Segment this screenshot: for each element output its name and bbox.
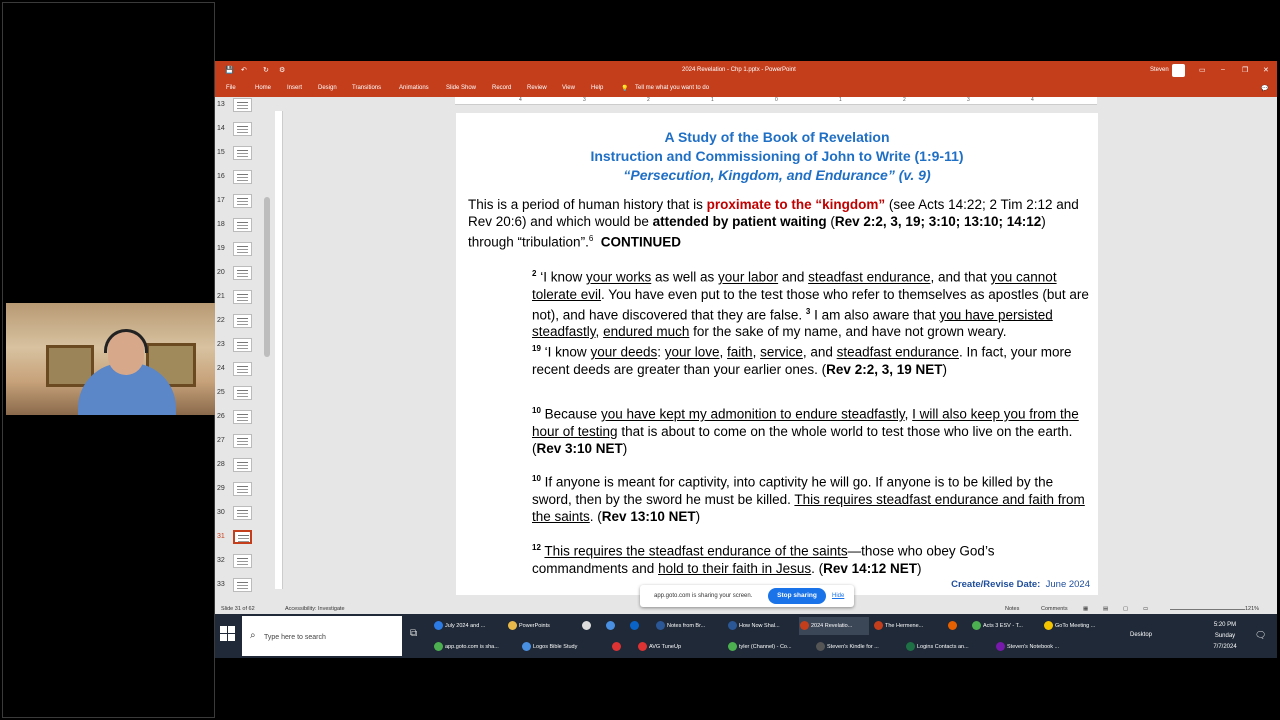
- outlook-icon-dot: [630, 621, 639, 630]
- thumbnail-number: 21: [217, 293, 225, 300]
- thumbnail-image[interactable]: [233, 386, 252, 400]
- ruler-label: 2: [647, 97, 650, 103]
- tab-view[interactable]: View: [562, 85, 575, 91]
- lightbulb-icon: 💡: [621, 86, 629, 92]
- thumbnail-image[interactable]: [233, 266, 252, 280]
- thumbnail-image[interactable]: [233, 314, 252, 328]
- screen-share-bar: [640, 585, 854, 607]
- horizontal-ruler: [455, 97, 1097, 105]
- taskbar-search[interactable]: [242, 616, 402, 656]
- system-clock[interactable]: [1195, 620, 1255, 653]
- thumbnail-number: 33: [217, 581, 225, 588]
- underlined-text: your deeds: [590, 344, 658, 360]
- text: —those who obey God’s commandments and: [532, 543, 995, 576]
- taskbar-app[interactable]: [727, 617, 793, 635]
- verse-rev-2[interactable]: [532, 265, 1092, 378]
- window-title: 2024 Revelation - Chp 1.pptx - PowerPoint: [682, 67, 796, 73]
- verse-number: 3: [805, 306, 811, 316]
- sorter-view-icon[interactable]: ▤: [1103, 606, 1109, 612]
- app-label: GoTo Meeting ...: [1055, 623, 1096, 629]
- verse-rev-13-10[interactable]: [532, 470, 1092, 525]
- taskbar-app[interactable]: [521, 638, 595, 656]
- reading-view-icon[interactable]: ▢: [1123, 606, 1129, 612]
- tab-help[interactable]: Help: [591, 85, 604, 91]
- thumbnail-image[interactable]: [233, 122, 252, 136]
- continued-label: CONTINUED: [600, 234, 682, 250]
- underlined-text: steadfast endurance: [808, 269, 931, 285]
- intro-paragraph[interactable]: [468, 196, 1088, 251]
- text: I am also aware that: [810, 307, 940, 322]
- thumbnail-number: 27: [217, 437, 225, 444]
- footer-label: Create/Revise Date:: [951, 579, 1041, 590]
- thumbnail-image[interactable]: [233, 410, 252, 424]
- taskbar-app[interactable]: [637, 638, 709, 656]
- slideshow-view-icon[interactable]: ▭: [1143, 606, 1149, 612]
- word-icon: [728, 621, 737, 630]
- taskbar-app[interactable]: [655, 617, 721, 635]
- comments-button[interactable]: Comments: [1041, 606, 1068, 612]
- goto-icon: [1044, 621, 1053, 630]
- bold-refs: Rev 2:2, 3, 19; 3:10; 13:10; 14:12: [834, 214, 1042, 229]
- ruler-label: 4: [1031, 97, 1034, 103]
- tell-me-search[interactable]: Tell me what you want to do: [635, 85, 710, 91]
- slide-editing-area: [285, 105, 1267, 595]
- avatar[interactable]: [1172, 64, 1185, 77]
- ruler-label: 2: [903, 97, 906, 103]
- text: :: [657, 344, 665, 360]
- thumbnail-number: 26: [217, 413, 225, 420]
- onenote-icon: [996, 642, 1005, 651]
- app-label: app.goto.com is sha...: [445, 644, 499, 650]
- slide-title[interactable]: A Study of the Book of Revelation: [664, 129, 890, 145]
- text: . You have even put to the test those who refer to themselves as apostles (but are not), and have discovered that they are false.: [532, 286, 1089, 322]
- underlined-text: your love: [664, 344, 720, 360]
- webcam-panel: [2, 2, 215, 718]
- taskbar-app[interactable]: [905, 638, 987, 656]
- thumbnail-number: 19: [217, 245, 225, 252]
- text: ,: [752, 344, 761, 360]
- ruler-label: 0: [775, 97, 778, 103]
- thumbnail-image[interactable]: [233, 458, 252, 472]
- firefox-icon-dot: [948, 621, 957, 630]
- taskbar: [215, 614, 1277, 658]
- thumbnail-number: 13: [217, 101, 225, 108]
- text: and: [778, 269, 809, 285]
- notes-button[interactable]: Notes: [1005, 606, 1020, 612]
- reference: Rev 3:10 NET: [536, 440, 623, 456]
- text: ‘I know: [540, 269, 586, 285]
- underlined-text: your labor: [718, 269, 779, 285]
- maximize-icon[interactable]: ❐: [1242, 67, 1249, 74]
- tab-slide-show[interactable]: Slide Show: [446, 85, 477, 91]
- verse-number: 19: [532, 344, 541, 353]
- text: ,: [904, 406, 913, 422]
- tab-file[interactable]: File: [226, 85, 236, 91]
- verse-number: 10: [532, 474, 541, 483]
- share-message: app.goto.com is sharing your screen.: [654, 593, 753, 599]
- thumbnail-number: 29: [217, 485, 225, 492]
- tab-insert[interactable]: Insert: [287, 85, 303, 91]
- underlined-text: your works: [586, 269, 652, 285]
- reference: Rev 2:2, 3, 19 NET: [826, 361, 943, 377]
- underlined-text: service: [760, 344, 803, 360]
- tab-design[interactable]: Design: [318, 85, 337, 91]
- text: that is about to come on the whole world to test those who live on the earth. (: [532, 423, 1073, 456]
- thumbnail-image[interactable]: [233, 194, 252, 208]
- thumbnail-image[interactable]: [233, 290, 252, 304]
- notification-icon[interactable]: 🗨: [1255, 630, 1267, 640]
- text: as well as: [651, 269, 719, 285]
- taskbar-app[interactable]: [1043, 617, 1115, 635]
- search-icon: ⌕: [250, 630, 256, 641]
- thumbnail-image[interactable]: [233, 338, 252, 352]
- powerpoint-window: [215, 61, 1277, 614]
- thumbnail-number: 31: [217, 533, 225, 540]
- undo-icon[interactable]: ↶: [241, 67, 247, 74]
- text: for the sake of my name, and have not grown weary.: [689, 324, 1007, 339]
- word-icon: [656, 621, 665, 630]
- thumbnail-image[interactable]: [233, 482, 252, 496]
- outlook-icon[interactable]: [629, 617, 647, 635]
- kindle-icon: [816, 642, 825, 651]
- headset-icon: [104, 329, 148, 353]
- thumbnail-number: 22: [217, 317, 225, 324]
- slide[interactable]: [456, 113, 1098, 595]
- ribbon-tabs: [215, 80, 1277, 97]
- app-label: July 2024 and ...: [445, 623, 486, 629]
- tab-home[interactable]: Home: [255, 85, 272, 91]
- text: ,: [595, 324, 604, 339]
- ruler-label: 1: [711, 97, 714, 103]
- app-icon[interactable]: [611, 638, 629, 656]
- thumbnail-image[interactable]: [233, 434, 252, 448]
- thumbnail-number: 30: [217, 509, 225, 516]
- chrome-icon: [972, 621, 981, 630]
- powerpoint-icon: [874, 621, 883, 630]
- text: If anyone is meant for captivity, into captivity he will go. If anyone is to be killed by the sword, then by the sword he must be killed.: [532, 474, 1054, 507]
- taskbar-app[interactable]: [995, 638, 1081, 656]
- scrollbar-thumb[interactable]: [264, 197, 270, 357]
- zoom-slider[interactable]: [1170, 609, 1245, 610]
- highlight-kingdom: proximate to the “kingdom”: [706, 197, 886, 212]
- windows-start-icon[interactable]: [220, 626, 236, 642]
- ruler-label: 4: [519, 97, 522, 103]
- underlined-text: This requires steadfast endurance and faith from the saints: [532, 491, 1085, 524]
- redo-icon[interactable]: ↻: [263, 67, 269, 74]
- user-name[interactable]: Steven: [1150, 67, 1169, 73]
- folder-icon: [508, 621, 517, 630]
- thumbnail-number: 20: [217, 269, 225, 276]
- app-label: The Hermene...: [885, 623, 924, 629]
- text: ,: [719, 344, 728, 360]
- thumbnail-number: 14: [217, 125, 225, 132]
- thumbnail-image[interactable]: [233, 98, 252, 112]
- thumbnail-image[interactable]: [233, 218, 252, 232]
- underlined-text: This requires the steadfast endurance of the saints: [544, 543, 848, 559]
- ruler-label: 3: [583, 97, 586, 103]
- slide-counter: Slide 31 of 62: [221, 606, 255, 612]
- tab-animations[interactable]: Animations: [399, 85, 429, 91]
- slide-footer: [951, 579, 1090, 590]
- verse-number: 10: [532, 406, 541, 415]
- ribbon-display-icon[interactable]: ▭: [1199, 67, 1206, 74]
- ruler-label: 3: [967, 97, 970, 103]
- thumbnail-image[interactable]: [233, 578, 252, 592]
- vertical-ruler: [275, 111, 283, 589]
- verse-rev-3-10[interactable]: [532, 402, 1092, 457]
- accessibility-status[interactable]: Accessibility: Investigate: [285, 606, 345, 612]
- bold-text: attended by patient waiting: [652, 214, 827, 229]
- reference: Rev 13:10 NET: [601, 508, 696, 524]
- calendar-icon-dot: [582, 621, 591, 630]
- thumbnail-number: 16: [217, 173, 225, 180]
- text: This is a period of human history that is: [468, 197, 707, 212]
- app-label: PowerPoints: [519, 623, 550, 629]
- webcam-video: [6, 303, 216, 415]
- footnote-ref: 6: [588, 234, 594, 243]
- text: , and that: [930, 269, 991, 285]
- text: ): [942, 361, 947, 377]
- thumbnail-image[interactable]: [233, 146, 252, 160]
- taskbar-app[interactable]: [971, 617, 1037, 635]
- clock-day: Sunday: [1214, 633, 1236, 639]
- text: ): [622, 440, 628, 456]
- app-label: Steven's Notebook ...: [1007, 644, 1060, 650]
- chrome-icon: [434, 642, 443, 651]
- thumbnail-number: 25: [217, 389, 225, 396]
- close-icon[interactable]: ✕: [1263, 67, 1269, 74]
- powerpoint-icon: [800, 621, 809, 630]
- verse-number: 2: [532, 269, 537, 278]
- minimize-icon[interactable]: –: [1221, 66, 1225, 73]
- stop-sharing-button[interactable]: Stop sharing: [768, 588, 826, 604]
- verse-number: 12: [532, 543, 541, 552]
- app-label: Acts 3 ESV - T...: [983, 623, 1023, 629]
- text: ) through “tribulation”.: [468, 214, 1046, 250]
- underlined-text: you have kept my admonition to endure steadfastly: [600, 406, 905, 422]
- underlined-text: endured much: [603, 324, 690, 339]
- app-icon-dot: [612, 642, 621, 651]
- thumbnail-image[interactable]: [233, 170, 252, 184]
- desktop-toolbar[interactable]: Desktop: [1130, 632, 1153, 638]
- slide-subtitle[interactable]: Instruction and Commissioning of John to Write (1:9-11): [590, 148, 964, 164]
- clock-time: 5:20 PM: [1213, 622, 1237, 628]
- text: . (: [589, 508, 602, 524]
- text: (see Acts 14:22; 2 Tim 2:12 and Rev 20:6) and which would be: [468, 197, 1079, 229]
- app-label: Notes from Br...: [667, 623, 706, 629]
- thumbnail-number: 28: [217, 461, 225, 468]
- thumbnail-image[interactable]: [233, 554, 252, 568]
- tab-transitions[interactable]: Transitions: [352, 85, 382, 91]
- thumbnail-image[interactable]: [233, 506, 252, 520]
- text: (: [826, 214, 835, 229]
- zoom-level[interactable]: 121%: [1245, 606, 1260, 612]
- customize-icon[interactable]: ⚙: [279, 67, 286, 74]
- slide-tagline[interactable]: “Persecution, Kingdom, and Endurance” (v. 9): [623, 167, 931, 183]
- thumbnail-image[interactable]: [233, 530, 252, 544]
- app-label: Logins Contacts an...: [917, 644, 969, 650]
- app-label: 2024 Revelatio...: [811, 623, 853, 629]
- slide-scrollbar[interactable]: [1267, 105, 1277, 595]
- clock-date: 7/7/2024: [1213, 644, 1237, 650]
- thumbnail-number: 32: [217, 557, 225, 564]
- thumbnail-number: 18: [217, 221, 225, 228]
- reference: Rev 14:12 NET: [823, 560, 917, 576]
- ruler-label: 1: [839, 97, 842, 103]
- title-bar: [215, 61, 1277, 80]
- underlined-text: steadfast endurance: [836, 344, 959, 360]
- underlined-text: hold to their faith in Jesus: [658, 560, 812, 576]
- text: . (: [811, 560, 824, 576]
- comments-icon[interactable]: 💬: [1261, 86, 1269, 92]
- avg-icon: [638, 642, 647, 651]
- underlined-text: faith: [727, 344, 753, 360]
- firefox-icon[interactable]: [947, 617, 965, 635]
- mail-icon-dot: [606, 621, 615, 630]
- tab-record[interactable]: Record: [492, 85, 512, 91]
- search-placeholder: Type here to search: [264, 634, 326, 641]
- excel-icon: [906, 642, 915, 651]
- taskbar-app[interactable]: [815, 638, 897, 656]
- logos-icon: [522, 642, 531, 651]
- slide-thumbnails: [215, 97, 273, 604]
- underlined-text: you cannot tolerate evil: [532, 269, 1057, 302]
- thumbnail-scrollbar[interactable]: [263, 97, 271, 604]
- text: ): [695, 508, 701, 524]
- underlined-text: I will also keep you from the hour of testing: [532, 406, 1079, 439]
- taskbar-app[interactable]: [433, 617, 503, 635]
- text: , and: [802, 344, 837, 360]
- app-label: Logos Bible Study: [533, 644, 578, 650]
- thumbnail-image[interactable]: [233, 362, 252, 376]
- task-view-icon[interactable]: ⧉: [410, 628, 418, 639]
- text: ): [916, 560, 922, 576]
- text: . In fact, your more recent deeds are greater than your earlier ones. (: [532, 344, 1072, 377]
- underlined-text: you have persisted steadfastly: [532, 307, 1053, 339]
- chrome-icon: [728, 642, 737, 651]
- taskbar-app[interactable]: [507, 617, 577, 635]
- save-icon[interactable]: 💾: [225, 67, 234, 74]
- taskbar-app[interactable]: [433, 638, 517, 656]
- normal-view-icon[interactable]: ▦: [1083, 606, 1089, 612]
- mail-icon[interactable]: [605, 617, 623, 635]
- thumbnail-image[interactable]: [233, 242, 252, 256]
- calendar-icon[interactable]: [581, 617, 599, 635]
- thumbnail-number: 24: [217, 365, 225, 372]
- app-label: AVG TuneUp: [649, 644, 681, 650]
- taskbar-app-active[interactable]: [799, 617, 869, 635]
- tab-review[interactable]: Review: [527, 85, 547, 91]
- hide-link[interactable]: Hide: [832, 593, 845, 599]
- text: Because: [540, 406, 601, 422]
- text: ‘I know: [540, 344, 591, 360]
- thumbnail-number: 17: [217, 197, 225, 204]
- thumbnail-number: 15: [217, 149, 225, 156]
- app-label: How Now Shal...: [739, 623, 780, 629]
- footer-date: June 2024: [1045, 579, 1090, 590]
- taskbar-app[interactable]: [727, 638, 809, 656]
- edge-icon: [434, 621, 443, 630]
- app-label: Steven's Kindle for ...: [827, 644, 879, 650]
- taskbar-app[interactable]: [873, 617, 939, 635]
- verse-rev-14-12[interactable]: [532, 539, 1092, 577]
- app-label: tyler (Channel) - Co...: [739, 644, 792, 650]
- thumbnail-number: 23: [217, 341, 225, 348]
